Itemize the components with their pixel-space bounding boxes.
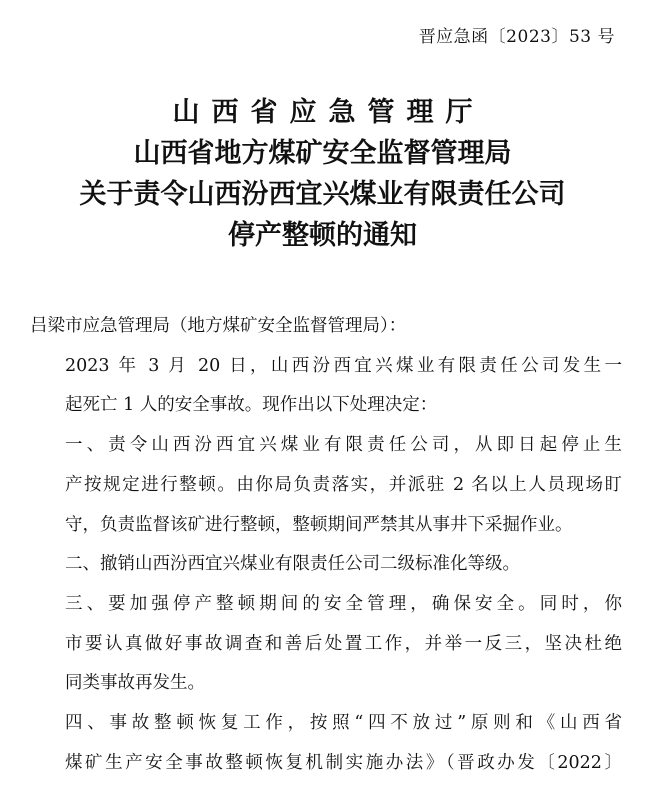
paragraph-line: 煤矿生产安全事故整顿恢复机制实施办法》（晋政办发〔2022〕 xyxy=(65,752,622,773)
addressee-line: 吕梁市应急管理局（地方煤矿安全监督管理局）： xyxy=(30,316,407,336)
paragraph-line: 守，负责监督该矿进行整顿，整顿期间严禁其从事井下采掘作业。 xyxy=(65,514,573,535)
title-line-issuer-2: 山西省地方煤矿安全监督管理局 xyxy=(133,138,512,169)
paragraph-line: 四、事故整顿恢复工作，按照“四不放过”原则和《山西省 xyxy=(65,713,622,734)
paragraph-decision-1 xyxy=(30,426,622,545)
paragraph-line: 市要认真做好事故调查和善后处置工作，并举一反三，坚决杜绝 xyxy=(65,633,622,654)
paragraph-line: 同类事故再发生。 xyxy=(65,673,205,694)
paragraph-line: 产按规定进行整顿。由你局负责落实，并派驻 2 名以上人员现场盯 xyxy=(65,474,622,495)
paragraph-decision-4 xyxy=(30,704,622,783)
paragraph-line: 二、撤销山西汾西宜兴煤业有限责任公司二级标准化等级。 xyxy=(65,554,520,575)
paragraph-decision-3 xyxy=(30,585,622,704)
addressee xyxy=(30,307,622,347)
paragraph-decision-2 xyxy=(30,545,622,585)
paragraph-line: 一、责令山西汾西宜兴煤业有限责任公司，从即日起停止生 xyxy=(65,435,622,456)
title-line-subject-1: 关于责令山西汾西宜兴煤业有限责任公司 xyxy=(79,179,566,210)
title-line-subject-2: 停产整顿的通知 xyxy=(228,220,417,251)
document-title xyxy=(0,92,645,256)
document-number: 晋应急函〔2023〕53 号 xyxy=(418,27,615,47)
title-line-issuer-1: 山西省应急管理厅 xyxy=(172,97,485,128)
paragraph-incident xyxy=(30,347,622,426)
paragraph-line: 起死亡 1 人的安全事故。现作出以下处理决定： xyxy=(65,395,438,416)
document-body xyxy=(30,307,622,783)
paragraph-line: 三、要加强停产整顿期间的安全管理，确保安全。同时，你 xyxy=(65,593,622,614)
paragraph-line: 2023 年 3 月 20 日，山西汾西宜兴煤业有限责任公司发生一 xyxy=(65,355,622,376)
